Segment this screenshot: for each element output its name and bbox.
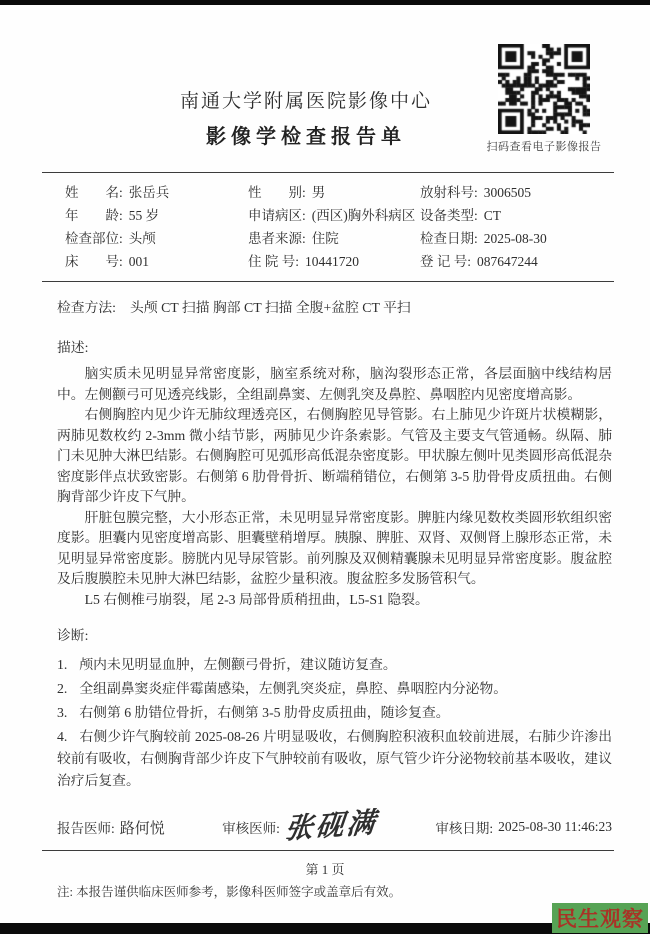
patient-field-radiology-no	[420, 181, 612, 204]
watermark-badge: 民生观察	[552, 903, 648, 933]
signature-row	[57, 807, 612, 846]
field-value: 张岳兵	[128, 185, 170, 200]
report-title: 影像学检查报告单	[206, 126, 406, 148]
report-doctor-group	[57, 817, 165, 838]
exam-method-label: 检查方法:	[57, 300, 117, 315]
field-value: 087647244	[477, 254, 538, 269]
review-date-group	[435, 817, 612, 837]
description-section	[57, 364, 612, 610]
field-value: 001	[128, 254, 150, 269]
description-paragraph: 肝脏包膜完整，大小形态正常，未见明显异常密度影。脾脏内缘见数枚类圆形软组织密度影。胆囊内见密度增高影、胆囊壁稍增厚。胰腺、脾脏、双肾、双侧肾上腺形态正常，未见明显异常密度影。膀胱内见导尿管影。前列腺及双侧精囊腺未见明显异常密度影。腹盆腔及后腹膜腔未见肿大淋巴结影，盆腔少量积液。腹盆腔多发肠管积气。	[57, 509, 612, 586]
field-label: 患者来源:	[248, 231, 306, 246]
field-label: 住 院 号:	[248, 254, 300, 269]
field-value: (西区)胸外科病区	[311, 208, 416, 223]
field-label: 性 别:	[248, 185, 306, 200]
field-value: 住院	[311, 231, 339, 246]
field-value: 55 岁	[128, 208, 160, 223]
divider-header	[42, 172, 614, 173]
patient-field-registration-no	[420, 250, 612, 273]
diagnosis-item	[57, 702, 612, 724]
field-value: CT	[483, 208, 502, 223]
diagnosis-item	[57, 654, 612, 676]
item-number: 1.	[57, 657, 68, 672]
field-value: 3006505	[483, 185, 532, 200]
field-value: 头颅	[128, 231, 156, 246]
item-number: 3.	[57, 705, 68, 720]
item-text: 颅内未见明显血肿，左侧颧弓骨折，建议随访复查。	[79, 657, 397, 672]
patient-field-device-type	[420, 204, 612, 227]
field-label: 申请病区:	[248, 208, 306, 223]
divider-footer	[42, 850, 614, 851]
description-heading: 描述:	[57, 340, 89, 355]
review-doctor-group	[222, 807, 378, 847]
field-label: 放射科号:	[420, 185, 478, 200]
review-doctor-signature: 张砚满	[283, 807, 380, 846]
patient-info	[65, 181, 612, 273]
review-date-value: 2025-08-30 11:46:23	[498, 819, 612, 834]
patient-field-ward	[248, 204, 420, 227]
description-paragraph: 右侧胸腔内见少许无肺纹理透亮区，右侧胸腔见导管影。右上肺见少许斑片状模糊影，两肺见数枚约 2-3mm 微小结节影，两肺见少许条索影。气管及主要支气管通畅。纵隔、肺门未见肿大淋巴结影。右侧胸腔可见弧形高低混杂密度影。甲状腺左侧叶见类圆形高低混杂密度影伴点状致密影。右侧第 6 肋骨骨折、断端稍错位，右侧第 3-5 肋骨骨皮质扭曲。右侧胸背部少许皮下气肿。	[57, 407, 612, 504]
patient-field-admission-no	[248, 250, 420, 273]
patient-field-sex	[248, 181, 420, 204]
qr-caption: 扫码查看电子影像报告	[486, 141, 602, 153]
field-value: 2025-08-30	[483, 231, 547, 246]
exam-method-value: 头颅 CT 扫描 胸部 CT 扫描 全腹+盆腔 CT 平扫	[130, 300, 411, 315]
exam-method-row	[57, 296, 612, 316]
patient-field-exam-date	[420, 227, 612, 250]
item-number: 2.	[57, 681, 68, 696]
diagnosis-item	[57, 726, 612, 792]
page-number: 第 1 页	[305, 862, 345, 877]
report-header	[0, 0, 650, 172]
footer-note: 注: 本报告谨供临床医师参考，影像科医师签字或盖章后有效。	[57, 885, 402, 899]
diagnosis-section	[57, 654, 612, 792]
description-paragraph: L5 右侧椎弓崩裂，尾 2-3 局部骨质稍扭曲，L5-S1 隐裂。	[84, 591, 429, 607]
item-text: 全组副鼻窦炎症伴霉菌感染，左侧乳突炎症，鼻腔、鼻咽腔内分泌物。	[79, 681, 508, 696]
patient-field-name	[65, 181, 248, 204]
patient-field-age	[65, 204, 248, 227]
field-label: 登 记 号:	[420, 254, 472, 269]
review-doctor-label: 审核医师:	[222, 821, 280, 836]
field-label: 检查日期:	[420, 231, 478, 246]
description-paragraph: 脑实质未见明显异常密度影，脑室系统对称，脑沟裂形态正常，各层面脑中线结构居中。左侧颧弓可见透亮线影，全组副鼻窦、左侧乳突及鼻腔、鼻咽腔内见密度增高影。	[57, 366, 612, 402]
report-body	[0, 282, 650, 844]
qr-code-icon	[498, 44, 590, 134]
qr-block	[474, 44, 614, 154]
diagnosis-item	[57, 678, 612, 700]
field-value: 男	[311, 185, 326, 200]
field-label: 床 号:	[65, 254, 123, 269]
item-number: 4.	[57, 729, 68, 744]
diagnosis-heading: 诊断:	[57, 628, 89, 643]
patient-field-exam-part	[65, 227, 248, 250]
report-doctor-name: 路何悦	[119, 820, 165, 837]
patient-field-source	[248, 227, 420, 250]
hospital-title: 南通大学附属医院影像中心	[179, 91, 432, 112]
item-text: 右侧少许气胸较前 2025-08-26 片明显吸收，右侧胸腔积液积血较前进展，右肺少许渗出较前有吸收，右侧胸背部少许皮下气肿较前有吸收，原气管少许分泌物较前基本吸收，建议治疗后复查。	[57, 729, 612, 788]
item-text: 右侧第 6 肋错位骨折，右侧第 3-5 肋骨皮质扭曲，随诊复查。	[79, 705, 450, 720]
patient-field-bed-no	[65, 250, 248, 273]
field-label: 姓 名:	[65, 185, 123, 200]
field-label: 设备类型:	[420, 208, 478, 223]
field-label: 年 龄:	[65, 208, 123, 223]
field-label: 检查部位:	[65, 231, 123, 246]
review-date-label: 审核日期:	[435, 821, 494, 836]
report-doctor-label: 报告医师:	[57, 821, 115, 836]
field-value: 10441720	[305, 254, 360, 269]
